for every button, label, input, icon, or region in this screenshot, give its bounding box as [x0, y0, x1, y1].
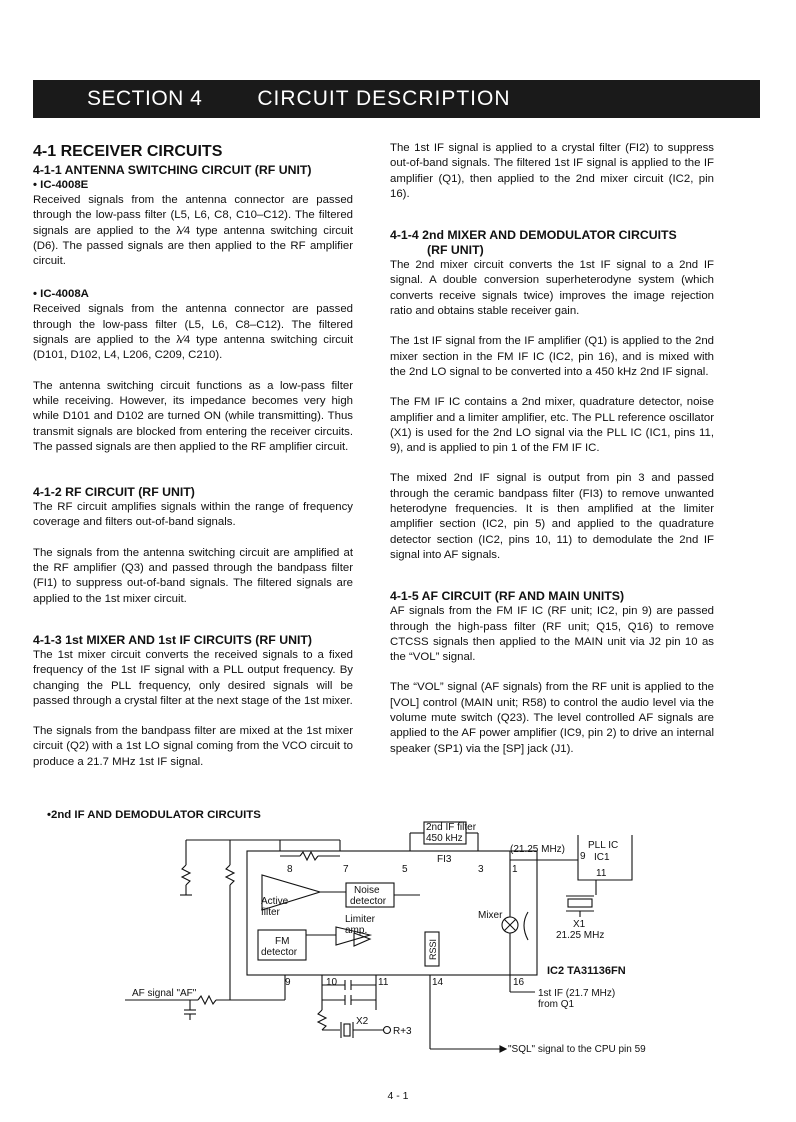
diagram-title: •2nd IF AND DEMODULATOR CIRCUITS	[47, 809, 261, 821]
model-label-ic4008e: • IC-4008E	[33, 179, 89, 191]
filter-label-1: 2nd IF filter	[426, 822, 477, 833]
paragraph-rf-1: The RF circuit amplifies signals within the range of frequency coverage and filters out-of-band signals.	[33, 501, 353, 529]
freq-2125-label: (21.25 MHz)	[510, 844, 566, 855]
fi3-label: FI3	[437, 854, 452, 865]
bottom-pin-14: 14	[432, 977, 444, 988]
x1-label: X1	[573, 919, 586, 930]
paragraph-ic4008a: Received signals from the antenna connector are passed through the low-pass filter (L5, L6, C8–C12). The filtered signals are applied to the λ⁄4 type antenna switching circuit (D101, D102, L4, L206, C209, C210).	[33, 303, 353, 362]
pin-1: 1	[512, 864, 518, 875]
bottom-pin-9: 9	[285, 977, 291, 988]
heading-4-1-5: 4-1-5 AF CIRCUIT (RF AND MAIN UNITS)	[390, 589, 625, 604]
fm-label-2: detector	[261, 947, 298, 958]
bottom-pin-11: 11	[378, 977, 389, 988]
ic2-label: IC2 TA31136FN	[547, 965, 626, 977]
paragraph-ic4008e: Received signals from the antenna connector are passed through the low-pass filter (L5, L6, C8, C10–C12). The filtered signals are applied to the λ⁄4 type antenna switching circuit (D6). The passed signals are then applied to the RF amplifier circuit.	[33, 194, 353, 268]
heading-4-1-4: 4-1-4 2nd MIXER AND DEMODULATOR CIRCUITS	[390, 228, 677, 243]
first-if-label-2: from Q1	[538, 999, 575, 1010]
pll-pin-11: 11	[596, 868, 607, 879]
af-signal-label: AF signal "AF"	[132, 988, 197, 999]
paragraph-1st-if: The 1st IF signal is applied to a crystal filter (FI2) to suppress out-of-band signals. The filtered 1st IF signal is applied to the IF amplifier (Q1), then applied to the 2nd mixer circuit (IC2, pin 16).	[390, 142, 714, 200]
paragraph-2nd-mixer-1: The 2nd mixer circuit converts the 1st IF signal to a 2nd IF signal. A double conversion superheterodyne system (which converts receive signals twice) improves the image rejection ratio and obtains stable receiver gain.	[390, 259, 714, 318]
pin-3: 3	[478, 864, 484, 875]
noise-label-2: detector	[350, 896, 387, 907]
pll-label-1: PLL IC	[588, 840, 619, 851]
section-title: CIRCUIT DESCRIPTION	[257, 87, 511, 110]
heading-receiver-circuits: 4-1 RECEIVER CIRCUITS	[33, 143, 223, 160]
paragraph-2nd-mixer-2: The 1st IF signal from the IF amplifier (Q1) is applied to the 2nd mixer section in the FM IF IC (IC2, pin 16), and is mixed with the 2nd LO signal to be converted into a 450 kHz 2nd IF signal.	[390, 335, 714, 378]
section-number: SECTION 4	[87, 87, 203, 110]
paragraph-2nd-mixer-3: The FM IF IC contains a 2nd mixer, quadrature detector, noise amplifier and a limiter amplifier, etc. The PLL reference oscillator (X1) is used for the 2nd LO signal via the PLL IC (IC1, pins 11, 9), and is applied to pin 1 of the FM IF IC.	[390, 396, 714, 455]
heading-4-1-3: 4-1-3 1st MIXER AND 1st IF CIRCUITS (RF UNIT)	[33, 632, 312, 647]
pll-label-2: IC1	[594, 852, 610, 863]
paragraph-2nd-mixer-4: The mixed 2nd IF signal is output from pin 3 and passed through the ceramic bandpass filter (FI3) to remove unwanted heterodyne frequencies. It is then amplified at the limiter amplifier section (IC2, pin 5) and applied to the quadrature detector section (IC2, pins 10, 11) to demodulate the 2nd IF signal into AF signals.	[390, 472, 714, 561]
pin-8: 8	[287, 864, 293, 875]
bottom-pin-16: 16	[513, 977, 525, 988]
model-label-ic4008a: • IC-4008A	[33, 288, 89, 301]
mixer-label: Mixer	[478, 910, 503, 921]
limiter-label-2: amp.	[345, 925, 368, 936]
pin-7: 7	[343, 864, 349, 875]
r3-label: R+3	[393, 1026, 412, 1037]
active-label-2: filter	[261, 907, 280, 918]
active-label-1: Active	[261, 896, 289, 907]
heading-4-1-2: 4-1-2 RF CIRCUIT (RF UNIT)	[33, 485, 195, 500]
paragraph-mixer-1: The 1st mixer circuit converts the received signals to a fixed frequency of the 1st IF signal with a PLL output frequency. By changing the PLL frequency, only desired signals will be passed through a crystal filter at the next stage of the 1st mixer.	[33, 648, 353, 707]
sql-signal-label: "SQL" signal to the CPU pin 59	[508, 1044, 646, 1055]
paragraph-rf-2: The signals from the antenna switching circuit are amplified at the RF amplifier (Q3) and passed through the bandpass filter (FI1) to suppress out-of-band signals. The filtered signals are applied to the 1st mixer circuit.	[33, 546, 353, 605]
paragraph-mixer-2: The signals from the bandpass filter are mixed at the 1st mixer circuit (Q2) with a 1st LO signal coming from the VCO circuit to produce a 21.7 MHz 1st IF signal.	[33, 725, 353, 768]
limiter-label-1: Limiter	[345, 914, 376, 925]
fm-label-1: FM	[275, 936, 290, 947]
filter-label-2: 450 kHz	[426, 833, 463, 844]
paragraph-af-1: AF signals from the FM IF IC (RF unit; IC2, pin 9) are passed through the high-pass filter (RF unit; Q15, Q16) to remove CTCSS signals then applied to the MAIN unit via J2 pin 10 as the “VOL” signal.	[390, 605, 714, 664]
paragraph-af-2: The “VOL” signal (AF signals) from the RF unit is applied to the [VOL] control (MAIN unit; R58) to control the audio level via the volume mute switch (Q23). The level controlled AF signals are applied to the AF power amplifier (IC9, pin 2) to drive an internal speaker (SP1) via the [SP] jack (J1).	[390, 681, 714, 755]
pll-pin-9: 9	[580, 851, 586, 862]
first-if-label-1: 1st IF (21.7 MHz)	[538, 988, 616, 999]
paragraph-antenna-switching: The antenna switching circuit functions as a low-pass filter while receiving. However, its impedance becomes very high while D101 and D102 are turned ON (while transmitting). Thus transmit signals are blocked from entering the receiver circuits. The passed signals are then applied to the RF amplifier circuit.	[33, 379, 353, 453]
heading-4-1-4-unit: (RF UNIT)	[427, 243, 484, 258]
bottom-pin-10: 10	[326, 977, 338, 988]
rssi-label: RSSI	[428, 938, 438, 960]
heading-4-1-1: 4-1-1 ANTENNA SWITCHING CIRCUIT (RF UNIT)	[33, 163, 312, 177]
x1-freq-label: 21.25 MHz	[556, 930, 605, 941]
page-number: 4 - 1	[387, 1090, 409, 1102]
noise-label-1: Noise	[354, 885, 380, 896]
pin-5: 5	[402, 864, 408, 875]
x2-label: X2	[356, 1016, 369, 1027]
